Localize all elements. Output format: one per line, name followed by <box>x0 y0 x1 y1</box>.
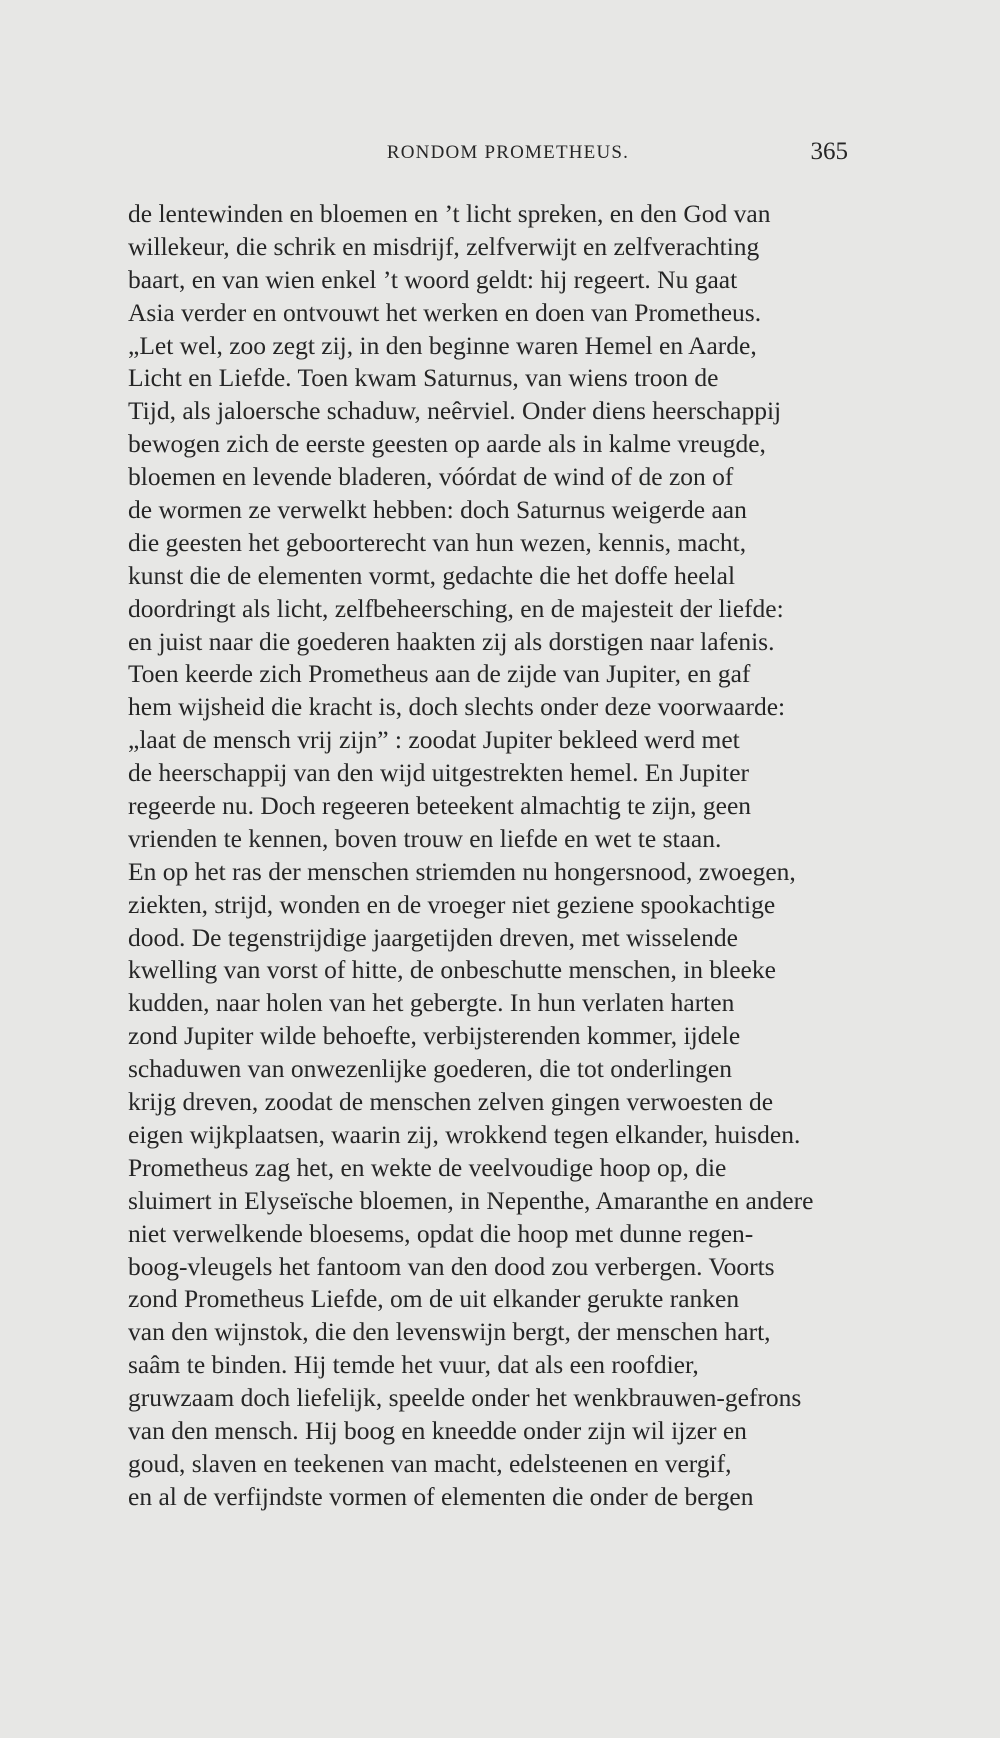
text-line: dood. De tegenstrijdige jaargetijden dreven, met wisselende <box>128 922 738 952</box>
text-line: en juist naar die goederen haakten zij als dorstigen naar lafenis. <box>128 626 775 656</box>
text-line: de lentewinden en bloemen en ’t licht spreken, en den God van <box>128 199 771 228</box>
text-line: bewogen zich de eerste geesten op aarde als in kalme vreugde, <box>128 429 766 459</box>
text-line: niet verwelkende bloesems, opdat die hoop met dunne regen- <box>128 1218 754 1248</box>
text-line: doordringt als licht, zelfbeheersching, en de majesteit der liefde: <box>128 593 784 623</box>
text-line: kudden, naar holen van het gebergte. In hun verlaten harten <box>128 988 735 1018</box>
text-line: „Let wel, zoo zegt zij, in den beginne waren Hemel en Aarde, <box>128 330 757 360</box>
text-line: „laat de mensch vrij zijn” : zoodat Jupiter bekleed werd met <box>128 725 740 755</box>
text-line: zond Jupiter wilde behoefte, verbijsterenden kommer, ijdele <box>128 1021 741 1051</box>
text-line: Toen keerde zich Prometheus aan de zijde van Jupiter, en gaf <box>128 659 751 689</box>
text-line: krijg dreven, zoodat de menschen zelven gingen verwoesten de <box>128 1087 774 1117</box>
text-line: de wormen ze verwelkt hebben: doch Saturnus weigerde aan <box>128 495 747 525</box>
text-line: kwelling van vorst of hitte, de onbeschutte menschen, in bleeke <box>128 955 776 985</box>
text-line: kunst die de elementen vormt, gedachte die het doffe heelal <box>128 560 736 590</box>
text-line: schaduwen van onwezenlijke goederen, die tot onderlingen <box>128 1054 732 1084</box>
text-line: eigen wijkplaatsen, waarin zij, wrokkend tegen elkander, huisden. <box>128 1119 801 1149</box>
text-line: die geesten het geboorterecht van hun wezen, kennis, macht, <box>128 527 747 557</box>
text-line: gruwzaam doch liefelijk, speelde onder het wenkbrauwen-gefrons <box>128 1383 802 1413</box>
text-line: goud, slaven en teekenen van macht, edelsteenen en vergif, <box>128 1448 732 1478</box>
running-head <box>128 138 848 168</box>
text-line: En op het ras der menschen striemden nu hongersnood, zwoegen, <box>128 856 796 886</box>
running-title: RONDOM PROMETHEUS. <box>386 142 630 163</box>
text-line: sluimert in Elyseïsche bloemen, in Nepenthe, Amaranthe en andere <box>128 1185 814 1215</box>
text-line: ziekten, strijd, wonden en de vroeger niet geziene spookachtige <box>128 889 776 919</box>
text-line: Tijd, als jaloersche schaduw, neêrviel. Onder diens heerschappij <box>128 396 782 426</box>
text-line: regeerde nu. Doch regeeren beteekent almachtig te zijn, geen <box>128 791 752 821</box>
body-text <box>128 198 848 1514</box>
page-number: 365 <box>810 138 848 165</box>
text-line: van den wijnstok, die den levenswijn bergt, der menschen hart, <box>128 1317 771 1347</box>
text-line: bloemen en levende bladeren, vóórdat de wind of de zon of <box>128 462 734 492</box>
text-line: van den mensch. Hij boog en kneedde onder zijn wil ijzer en <box>128 1415 747 1445</box>
text-line: Licht en Liefde. Toen kwam Saturnus, van wiens troon de <box>128 363 719 393</box>
text-line: willekeur, die schrik en misdrijf, zelfverwijt en zelfverachting <box>128 231 760 261</box>
text-line: Prometheus zag het, en wekte de veelvoudige hoop op, die <box>128 1152 727 1182</box>
text-line: hem wijsheid die kracht is, doch slechts onder deze voorwaarde: <box>128 692 786 722</box>
text-line: en al de verfijndste vormen of elementen die onder de bergen <box>128 1481 754 1511</box>
text-line: boog-vleugels het fantoom van den dood zou verbergen. Voorts <box>128 1251 775 1281</box>
text-line: Asia verder en ontvouwt het werken en doen van Prometheus. <box>128 297 762 327</box>
text-line: saâm te binden. Hij temde het vuur, dat als een roofdier, <box>128 1350 699 1380</box>
text-line: vrienden te kennen, boven trouw en liefde en wet te staan. <box>128 823 722 853</box>
text-line: zond Prometheus Liefde, om de uit elkander gerukte ranken <box>128 1284 740 1314</box>
text-line: de heerschappij van den wijd uitgestrekten hemel. En Jupiter <box>128 758 750 788</box>
text-line: baart, en van wien enkel ’t woord geldt: hij regeert. Nu gaat <box>128 264 738 294</box>
